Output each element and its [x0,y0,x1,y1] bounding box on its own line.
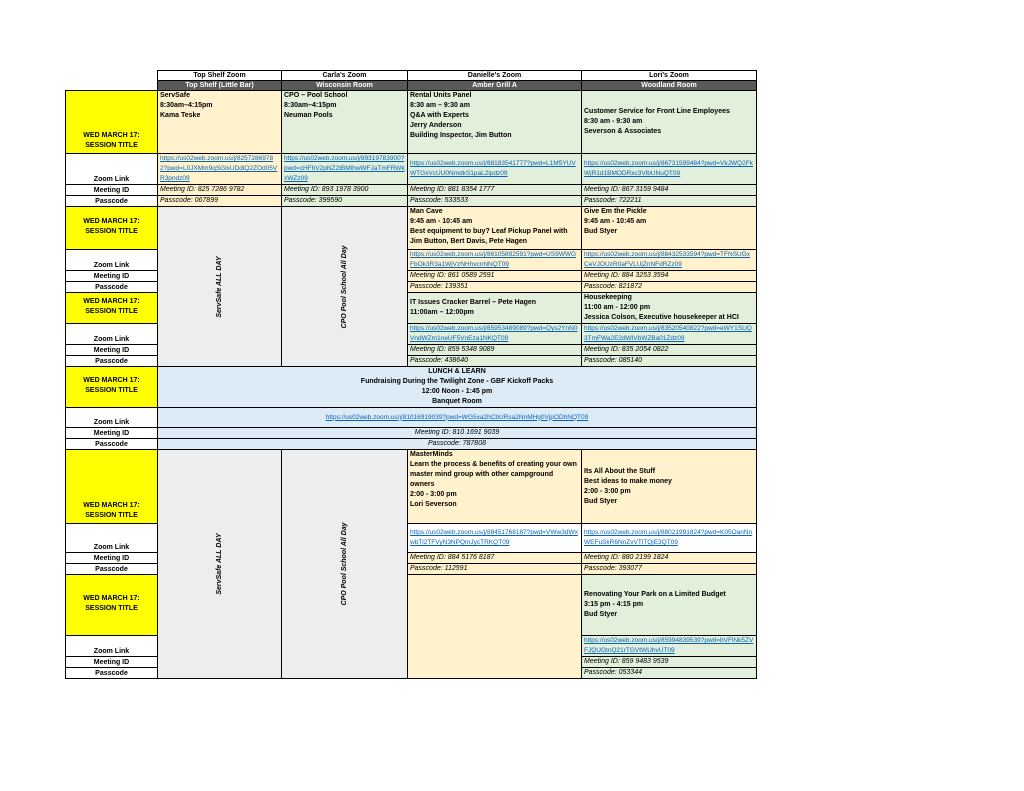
room-header-1: Top Shelf (Little Bar) [158,81,282,91]
servsafe-all-day-cell [158,207,282,367]
zoom-header-2: Carla's Zoom [282,71,408,81]
passcode: Passcode: 067899 [158,196,282,207]
room-header-3: Amber Grill A [408,81,582,91]
passcode-label: Passcode [66,196,158,207]
zoom-link-label: Zoom Link [66,250,158,271]
passcode: Passcode: 053344 [582,668,757,679]
zoom-header-4: Lori's Zoom [582,71,757,81]
zoom-header-3: Danielle's Zoom [408,71,582,81]
session-title-label: WED MARCH 17: SESSION TITLE [66,91,158,154]
meeting-id: Meeting ID: 893 1978 3900 [282,185,408,196]
zoom-link[interactable]: https://us02web.zoom.us/j/86105892591?pwd=US9WWGFbOk3R3a1WjVzNHhvcnNNQT09 [410,251,577,268]
session-title: MasterMinds Learn the process & benefits of creating your own master mind group with other campground owners 2:00 - 3:00 pm Lori Severson [408,450,582,524]
passcode: Passcode: 533533 [408,196,582,207]
meeting-id: Meeting ID: 861 0589 2591 [408,271,582,282]
session-title: Its All About the Stuff Best ideas to make money 2:00 - 3:00 pm Bud Styer [582,450,757,524]
header-room-row [66,81,757,91]
zoom-link[interactable]: https://us02web.zoom.us/j/86731599484?pwd=VkJWQ2FkWjR1d1BMODRxc3VlbUNuQT09 [584,160,753,177]
session-title: Give Em the Pickle 9:45 am - 10:45 am Bud Styer [582,207,757,250]
session-title: Renovating Your Park on a Limited Budget 3:15 pm - 4:15 pm Bud Styer [582,575,757,636]
zoom-link-label: Zoom Link [66,154,158,185]
meeting-id-label: Meeting ID [66,271,158,282]
meeting-id: Meeting ID: 867 3159 9484 [582,185,757,196]
cpo-all-day-cell [282,207,408,367]
session-title-label: WED MARCH 17: SESSION TITLE [66,575,158,636]
zoom-link[interactable]: https://us02web.zoom.us/j/81016919039?pwd=WG5xa2hCbURsa2NnMHg0VjpODhNQT09 [325,413,589,421]
zoom-link[interactable]: https://us02web.zoom.us/j/88451768187?pwd=VWw3dWxwbTl2TFVyN3NPQmJycTRKQT09 [410,529,578,546]
zoom-link[interactable]: https://us02web.zoom.us/j/88021991824?pwd=K05OanNnWEFuSkR6NnZvVTlTQjE3QT09 [584,529,753,546]
zoom-link-label: Zoom Link [66,408,158,428]
room-header-4: Woodland Room [582,81,757,91]
header-zoom-row [66,71,757,81]
meeting-id: Meeting ID: 881 8354 1777 [408,185,582,196]
room-header-2: Wisconsin Room [282,81,408,91]
meeting-id: Meeting ID: 880 2199 1824 [582,553,757,564]
lunch-session-title: LUNCH & LEARN Fundraising During the Twilight Zone - GBF Kickoff Packs 12:00 Noon - 1:45 pm Banquet Room [158,367,757,408]
meeting-id-label: Meeting ID [66,185,158,196]
meeting-id: Meeting ID: 835 2054 0822 [582,345,757,356]
zoom-link[interactable]: https://us02web.zoom.us/j/89319783900?pwd=cHFhV2pNZ2tBMlhwWFJaTmFRWkxWZz09 [284,155,405,182]
meeting-id-label: Meeting ID [66,345,158,356]
passcode: Passcode: 438640 [408,356,582,367]
meeting-id-label: Meeting ID [66,553,158,564]
passcode: Passcode: 787808 [158,439,757,450]
zoom-link[interactable]: https://us02web.zoom.us/j/85953489089?pwd=Qys2YnN0VndWZm1neUF5VnEza1NKQT09 [410,325,578,342]
zoom-link[interactable]: https://us02web.zoom.us/j/88183541777?pwd=L1M5YUVWTGxVcUU0NmdkS1paL2lpdz09 [410,160,576,177]
passcode-label: Passcode [66,439,158,450]
session-title: CPO – Pool School 8:30am–4:15pm Neuman Pools [282,91,408,154]
zoom-link-label: Zoom Link [66,524,158,553]
session-title-label: WED MARCH 17: SESSION TITLE [66,293,158,324]
empty-session-cell [408,575,582,679]
cpo-all-day-label: CPO Pool School All Day [340,245,348,328]
passcode-label: Passcode [66,668,158,679]
passcode-label: Passcode [66,282,158,293]
zoom-link[interactable]: https://us02web.zoom.us/j/82572869782?pwd=L0JXMm9qSGlxUDdlQ2ZOd05VR3pndz09 [160,155,278,182]
meeting-id: Meeting ID: 859 5348 9089 [408,345,582,356]
zoom-link-label: Zoom Link [66,636,158,657]
session-title: Man Cave 9:45 am - 10:45 am Best equipment to buy? Leaf Pickup Panel with Jim Button, Bert Davis, Pete Hagen [408,207,582,250]
passcode: Passcode: 722211 [582,196,757,207]
passcode: Passcode: 393077 [582,564,757,575]
session-title-label: WED MARCH 17: SESSION TITLE [66,367,158,408]
passcode: Passcode: 821872 [582,282,757,293]
meeting-id: Meeting ID: 859 9483 9539 [582,657,757,668]
zoom-header-1: Top Shelf Zoom [158,71,282,81]
meeting-id: Meeting ID: 884 5176 8187 [408,553,582,564]
meeting-id: Meeting ID: 810 1691 9039 [158,428,757,439]
session-title-label: WED MARCH 17: SESSION TITLE [66,207,158,250]
cpo-all-day-cell [282,450,408,679]
servsafe-all-day-label: ServSafe ALL DAY [215,255,223,318]
passcode-label: Passcode [66,564,158,575]
zoom-link[interactable]: https://us02web.zoom.us/j/85994839539?pwd=bVFlNk5ZVFJQUGtnQ21rTGVtWUhvUT09 [584,637,754,654]
schedule-table [65,70,757,679]
zoom-link-label: Zoom Link [66,324,158,345]
session-title: ServSafe 8:30am–4:15pm Kama Teske [158,91,282,154]
meeting-id-label: Meeting ID [66,428,158,439]
meeting-id: Meeting ID: 884 3253 3594 [582,271,757,282]
session-title: Housekeeping 11:00 am - 12:00 pm Jessica Colson, Executive housekeeper at HCI [582,293,757,324]
session-title: IT Issues Cracker Barrel – Pete Hagen 11:00am – 12:00pm [408,293,582,324]
session-title-label: WED MARCH 17: SESSION TITLE [66,450,158,524]
passcode: Passcode: 112591 [408,564,582,575]
passcode: Passcode: 139351 [408,282,582,293]
servsafe-all-day-cell [158,450,282,679]
zoom-link[interactable]: https://us02web.zoom.us/j/88432533594?pwd=TFNSUGxCeVJOUzR0aFVLUjZnNFdRZz09 [584,251,751,268]
cpo-all-day-label: CPO Pool School All Day [340,522,348,606]
servsafe-all-day-label: ServSafe ALL DAY [215,533,223,595]
passcode: Passcode: 399590 [282,196,408,207]
meeting-id-label: Meeting ID [66,657,158,668]
session-title: Customer Service for Front Line Employees 8:30 am - 9:30 am Severson & Associates [582,91,757,154]
meeting-id: Meeting ID: 825 7286 9782 [158,185,282,196]
passcode: Passcode: 085140 [582,356,757,367]
passcode-label: Passcode [66,356,158,367]
zoom-link[interactable]: https://us02web.zoom.us/j/83520540822?pwd=eWY1SUQ3TmFWa2E2dWlVbWZBa01Zdz09 [584,325,752,342]
session-title: Rental Units Panel 8:30 am – 9:30 am Q&A with Experts Jerry Anderson Building Inspector, Jim Button [408,91,582,154]
